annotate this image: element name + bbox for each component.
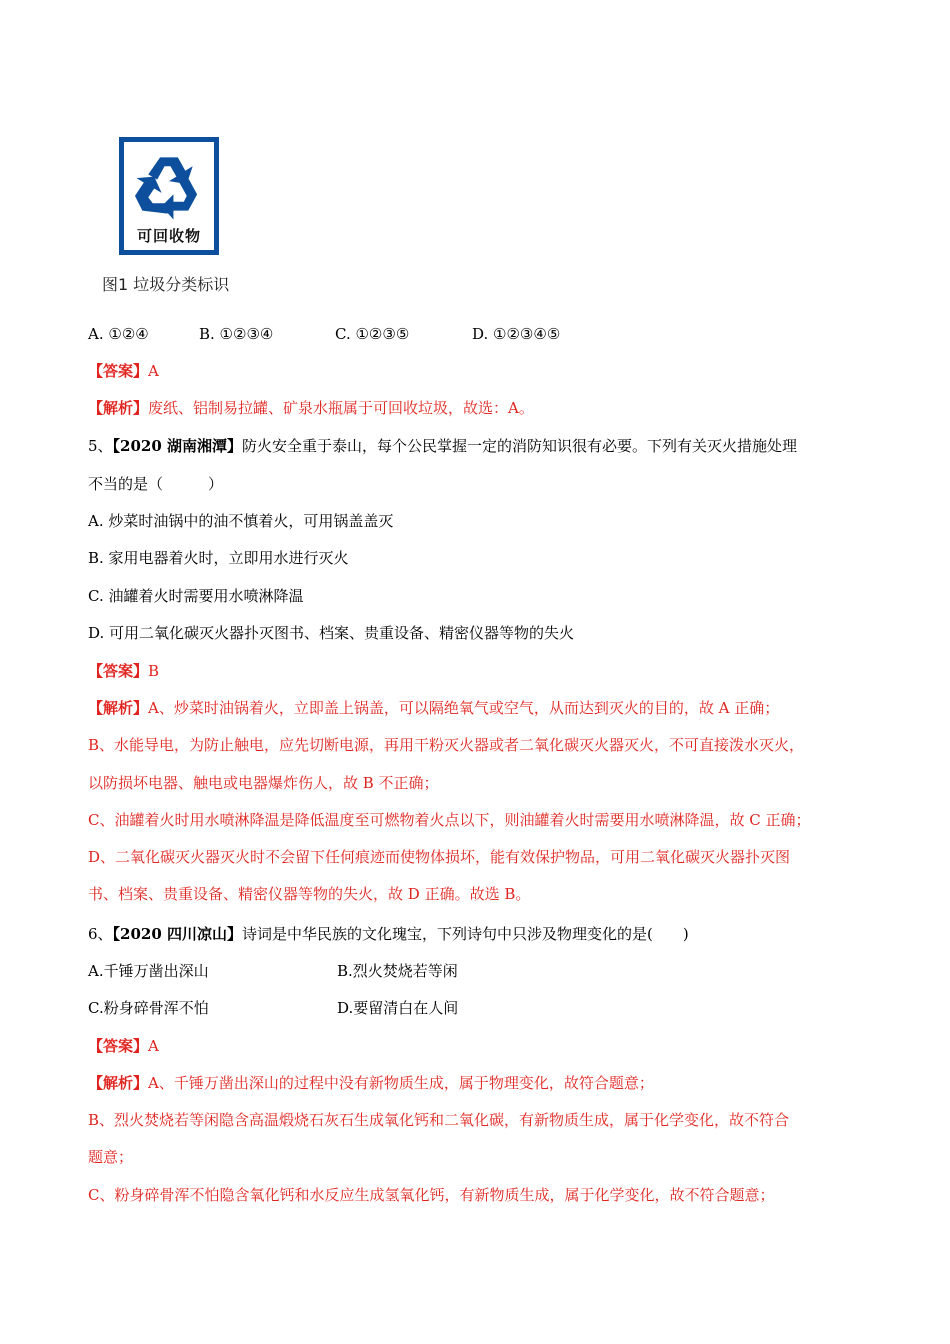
recyclable-label: 可回收物: [136, 227, 201, 245]
answer-value: B: [148, 662, 160, 680]
q5-option-c: C. 油罐着火时需要用水喷淋降温: [88, 587, 304, 605]
q5-stem-line2: 不当的是（ ）: [88, 475, 224, 493]
q6-stem: [88, 924, 689, 944]
q6-option-d: D.要留清白在人间: [337, 999, 459, 1017]
answer-tag: 【答案】: [88, 362, 149, 380]
answer-value: A: [148, 1037, 159, 1055]
q6-analysis-line4: C、粉身碎骨浑不怕隐含氧化钙和水反应生成氢氧化钙，有新物质生成，属于化学变化，故不符合题意；: [88, 1186, 775, 1204]
question-number: 6、: [88, 925, 113, 943]
q6-analysis-line1: [88, 1073, 654, 1093]
question-source: 【2020 四川凉山】: [112, 925, 243, 943]
q5-stem-line1: [88, 436, 797, 456]
q5-analysis-line2: B、水能导电，为防止触电，应先切断电源，再用干粉灭火器或者二氧化碳灭火器灭火，不可直接泼水灭火，: [88, 736, 805, 754]
analysis-tag: 【解析】: [88, 699, 149, 717]
q6-analysis-line3: 题意；: [88, 1148, 134, 1166]
q5-answer: [88, 661, 159, 681]
q4-option-c: C. ①②③⑤: [335, 325, 410, 343]
analysis-text: 废纸、铝制易拉罐、矿泉水瓶属于可回收垃圾，故选：A。: [148, 399, 534, 417]
answer-tag: 【答案】: [88, 662, 149, 680]
question-stem: 防火安全重于泰山，每个公民掌握一定的消防知识很有必要。下列有关灭火措施处理: [242, 437, 798, 455]
q4-analysis: [88, 398, 534, 418]
q4-option-d: D. ①②③④⑤: [472, 325, 561, 343]
analysis-text: A、千锤万凿出深山的过程中没有新物质生成，属于物理变化，故符合题意；: [148, 1074, 654, 1092]
analysis-tag: 【解析】: [88, 399, 149, 417]
question-stem: 诗词是中华民族的文化瑰宝，下列诗句中只涉及物理变化的是( ): [242, 925, 689, 943]
q5-option-a: A. 炒菜时油锅中的油不慎着火，可用锅盖盖灭: [88, 512, 394, 530]
figure-caption: 图1 垃圾分类标识: [102, 275, 230, 294]
q6-option-b: B.烈火焚烧若等闲: [337, 962, 458, 980]
q6-analysis-line2: B、烈火焚烧若等闲隐含高温煅烧石灰石生成氧化钙和二氧化碳，有新物质生成，属于化学变化，故不符合: [88, 1111, 790, 1129]
answer-value: A: [148, 362, 159, 380]
q6-answer: [88, 1036, 159, 1056]
q4-option-a: A. ①②④: [88, 325, 149, 343]
question-number: 5、: [88, 437, 113, 455]
answer-tag: 【答案】: [88, 1037, 149, 1055]
q5-option-b: B. 家用电器着火时，立即用水进行灭火: [88, 549, 349, 567]
q5-analysis-line4: C、油罐着火时用水喷淋降温是降低温度至可燃物着火点以下，则油罐着火时需要用水喷淋降温，故 C 正确；: [88, 811, 811, 829]
recycle-icon: [132, 150, 206, 224]
recyclable-sign: [119, 137, 219, 255]
analysis-tag: 【解析】: [88, 1074, 149, 1092]
q6-option-c: C.粉身碎骨浑不怕: [88, 999, 209, 1017]
question-source: 【2020 湖南湘潭】: [112, 437, 243, 455]
q5-analysis-line6: 书、档案、贵重设备、精密仪器等物的失火，故 D 正确。故选 B。: [88, 885, 531, 903]
q4-option-b: B. ①②③④: [199, 325, 274, 343]
analysis-text: A、炒菜时油锅着火，立即盖上锅盖，可以隔绝氧气或空气，从而达到灭火的目的，故 A 正确；: [148, 699, 780, 717]
q5-analysis-line1: [88, 698, 779, 718]
q5-option-d: D. 可用二氧化碳灭火器扑灭图书、档案、贵重设备、精密仪器等物的失火: [88, 624, 575, 642]
q4-answer: [88, 361, 159, 381]
q6-option-a: A.千锤万凿出深山: [88, 962, 209, 980]
q5-analysis-line3: 以防损坏电器、触电或电器爆炸伤人，故 B 不正确；: [88, 774, 439, 792]
q5-analysis-line5: D、二氧化碳灭火器灭火时不会留下任何痕迹而使物体损坏，能有效保护物品，可用二氧化碳灭火器扑灭图: [88, 848, 791, 866]
